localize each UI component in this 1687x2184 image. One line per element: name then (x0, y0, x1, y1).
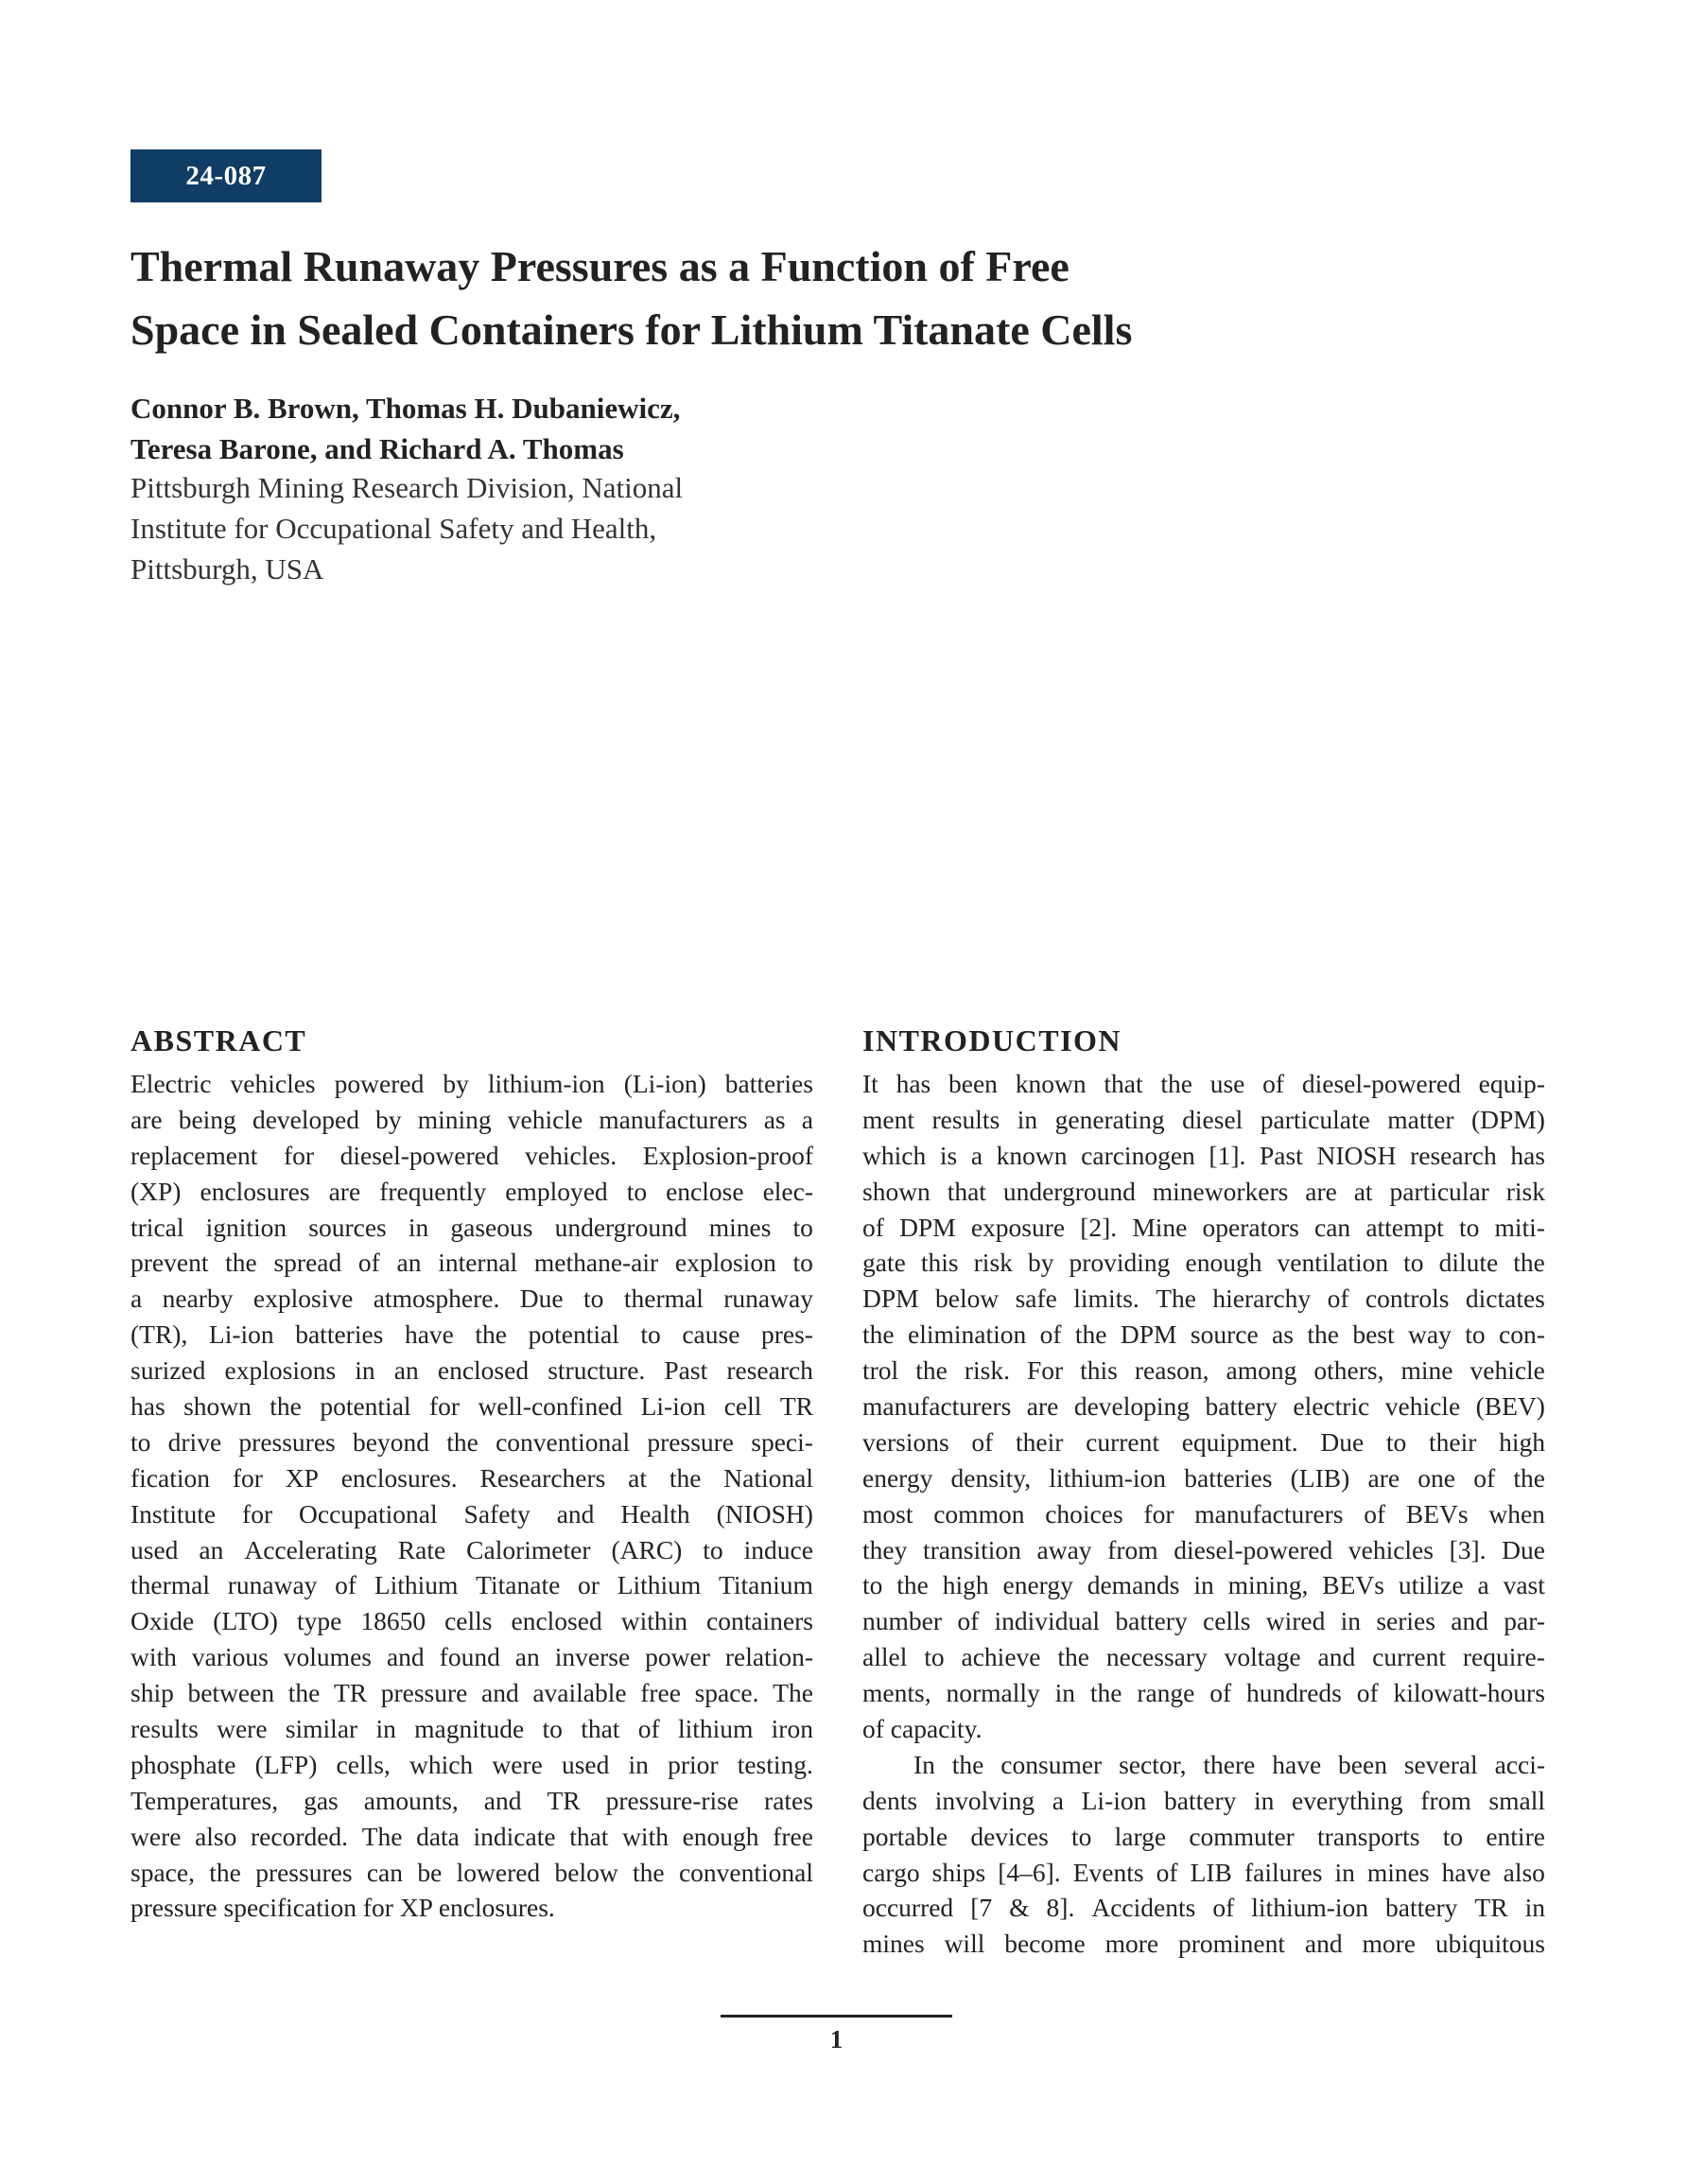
text-line: they transition away from diesel-powered vehicles [3]. Due (862, 1534, 1545, 1564)
text-line: manufacturers are developing battery electric vehicle (BEV) (862, 1391, 1545, 1422)
text-line: to the high energy demands in mining, BEVs utilize a vast (862, 1570, 1545, 1600)
text-line: pressure specification for XP enclosures. (130, 1893, 555, 1923)
text-line: It has been known that the use of diesel-powered equip- (862, 1069, 1545, 1098)
text-line: used an Accelerating Rate Calorimeter (ARC) to induce (130, 1534, 813, 1564)
introduction-section (862, 1020, 1545, 1962)
text-line: (TR), Li-ion batteries have the potential to cause pres- (130, 1319, 813, 1350)
abstract-text (130, 1066, 813, 1926)
text-line: mines will become more prominent and more ubiquitous (862, 1929, 1545, 1959)
text-line: number of individual battery cells wired in series and par- (862, 1606, 1545, 1636)
text-line: allel to achieve the necessary voltage and current require- (862, 1642, 1545, 1672)
text-line: the elimination of the DPM source as the best way to con- (862, 1319, 1545, 1350)
text-line: results were similar in magnitude to that of lithium iron (130, 1714, 813, 1744)
text-line: of DPM exposure [2]. Mine operators can attempt to miti- (862, 1212, 1545, 1242)
text-line: Institute for Occupational Safety and Health (NIOSH) (130, 1498, 813, 1529)
text-line: of capacity. (862, 1714, 983, 1744)
text-line: dents involving a Li-ion battery in everything from small (862, 1785, 1545, 1815)
affiliation-line: Institute for Occupational Safety and Health, (130, 512, 657, 545)
text-line: a nearby explosive atmosphere. Due to thermal runaway (130, 1284, 813, 1314)
text-line: Oxide (LTO) type 18650 cells enclosed within containers (130, 1606, 813, 1636)
text-line: versions of their current equipment. Due to their high (862, 1426, 1545, 1457)
text-line: DPM below safe limits. The hierarchy of controls dictates (862, 1284, 1545, 1314)
text-line: ments, normally in the range of hundreds of kilowatt-hours (862, 1678, 1545, 1708)
text-line: which is a known carcinogen [1]. Past NIOSH research has (862, 1140, 1545, 1170)
author-line: Connor B. Brown, Thomas H. Dubaniewicz, (130, 392, 681, 425)
text-line: were also recorded. The data indicate that with enough free (130, 1821, 813, 1851)
affiliation-line: Pittsburgh Mining Research Division, National (130, 471, 684, 504)
text-line: space, the pressures can be lowered below the conventional (130, 1857, 813, 1887)
text-line: cargo ships [4–6]. Events of LIB failures in mines have also (862, 1857, 1545, 1887)
text-line: shown that underground mineworkers are at particular risk (862, 1176, 1545, 1206)
author-line: Teresa Barone, and Richard A. Thomas (130, 432, 624, 465)
text-line: In the consumer sector, there have been several acci- (913, 1749, 1545, 1779)
abstract-heading: ABSTRACT (130, 1023, 307, 1057)
text-line: most common choices for manufacturers of BEVs when (862, 1498, 1545, 1529)
introduction-text (862, 1066, 1545, 1962)
paper-id-badge: 24-087 (130, 149, 322, 202)
footer-rule (721, 2015, 952, 2018)
affiliation-line: Pittsburgh, USA (130, 552, 324, 585)
text-line: portable devices to large commuter transports to entire (862, 1821, 1545, 1851)
text-line: prevent the spread of an internal methane-air explosion to (130, 1248, 813, 1278)
text-line: with various volumes and found an inverse power relation- (130, 1642, 813, 1672)
text-line: occurred [7 & 8]. Accidents of lithium-ion battery TR in (862, 1893, 1545, 1923)
text-line: ship between the TR pressure and available free space. The (130, 1678, 813, 1708)
text-line: phosphate (LFP) cells, which were used in prior testing. (130, 1749, 813, 1779)
author-list (130, 388, 887, 469)
author-affiliation (130, 467, 887, 589)
text-line: Electric vehicles powered by lithium-ion (Li-ion) batteries (130, 1069, 813, 1098)
page-number: 1 (829, 2025, 844, 2053)
text-line: energy density, lithium-ion batteries (LIB) are one of the (862, 1462, 1545, 1493)
abstract-section (130, 1020, 813, 1926)
text-line: gate this risk by providing enough ventilation to dilute the (862, 1248, 1545, 1278)
text-line: trol the risk. For this reason, among others, mine vehicle (862, 1355, 1545, 1386)
text-line: ment results in generating diesel particulate matter (DPM) (862, 1104, 1545, 1134)
text-line: (XP) enclosures are frequently employed to enclose elec- (130, 1176, 813, 1206)
text-line: thermal runaway of Lithium Titanate or Lithium Titanium (130, 1570, 813, 1600)
text-line: replacement for diesel-powered vehicles. Explosion-proof (130, 1140, 813, 1170)
text-line: trical ignition sources in gaseous underground mines to (130, 1212, 813, 1242)
text-line: are being developed by mining vehicle manufacturers as a (130, 1104, 813, 1134)
introduction-heading: INTRODUCTION (862, 1023, 1122, 1057)
text-line: fication for XP enclosures. Researchers at the National (130, 1462, 813, 1493)
title-line: Space in Sealed Containers for Lithium Titanate Cells (130, 306, 1133, 354)
text-line: surized explosions in an enclosed structure. Past research (130, 1355, 813, 1386)
title-line: Thermal Runaway Pressures as a Function of Free (130, 242, 1070, 290)
text-line: has shown the potential for well-confined Li-ion cell TR (130, 1391, 813, 1422)
text-line: Temperatures, gas amounts, and TR pressure-rise rates (130, 1785, 813, 1815)
text-line: to drive pressures beyond the conventional pressure speci- (130, 1426, 813, 1457)
paper-title (130, 235, 1360, 361)
